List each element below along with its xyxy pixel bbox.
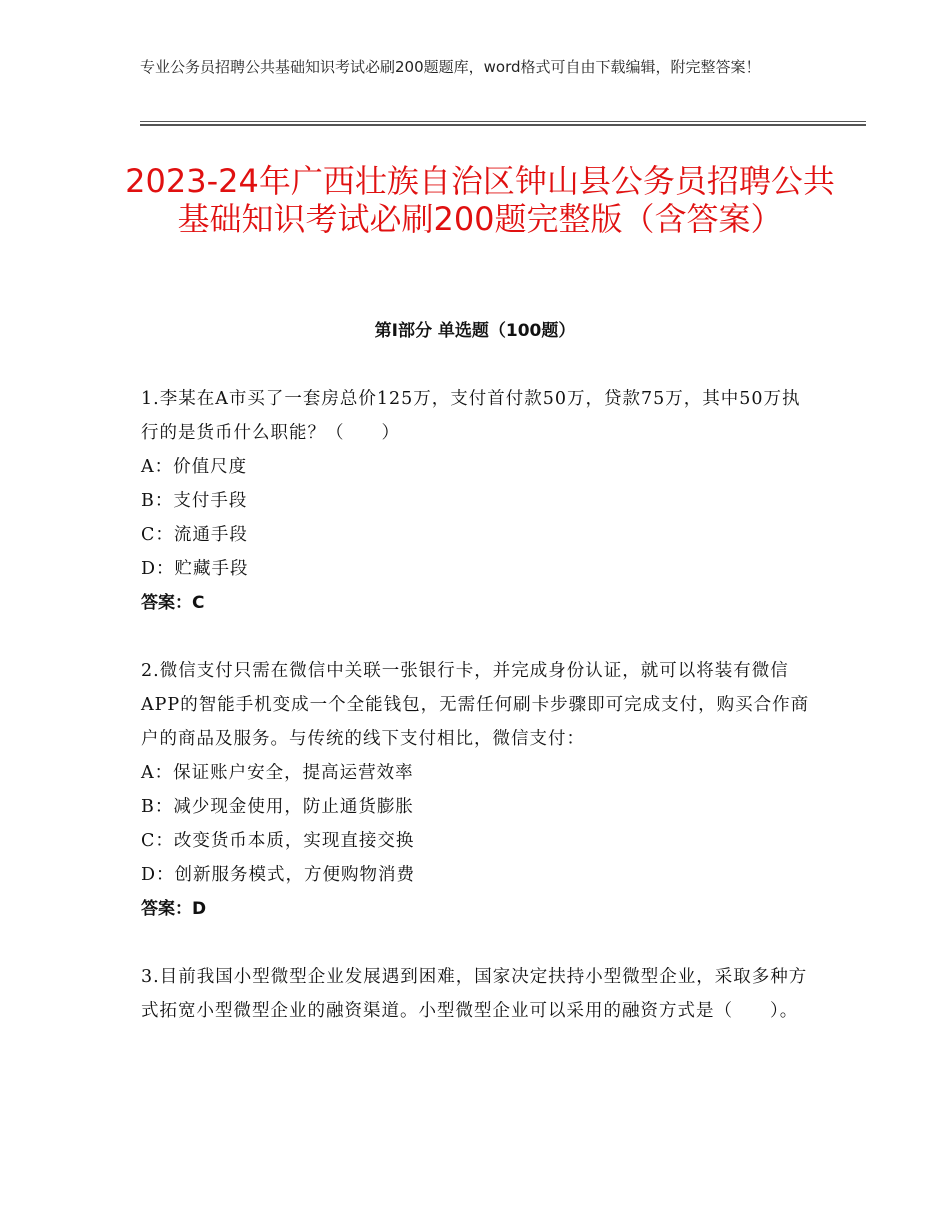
header-divider xyxy=(140,121,866,122)
section-heading: 第Ⅰ部分 单选题（100题） xyxy=(374,321,576,341)
question-stem: 1.李某在A市买了一套房总价125万，支付首付款50万，贷款75万，其中50万执行的是货币什么职能？（ ） xyxy=(141,389,801,443)
option-c: C：流通手段 xyxy=(141,525,248,545)
option-c: C：改变货币本质，实现直接交换 xyxy=(141,831,415,851)
document-title: 2023-24年广西壮族自治区钟山县公务员招聘公共基础知识考试必刷200题完整版（含答案） xyxy=(125,162,835,238)
question-2 xyxy=(141,654,811,926)
question-stem: 3.目前我国小型微型企业发展遇到困难，国家决定扶持小型微型企业，采取多种方式拓宽小型微型企业的融资渠道。小型微型企业可以采用的融资方式是（ ）。 xyxy=(141,967,808,1021)
header-divider-thick xyxy=(140,124,866,126)
option-d: D：创新服务模式，方便购物消费 xyxy=(141,865,416,885)
option-a: A：价值尺度 xyxy=(141,457,248,477)
answer: 答案：D xyxy=(141,899,207,919)
question-3 xyxy=(141,960,811,1028)
option-a: A：保证账户安全，提高运营效率 xyxy=(141,763,414,783)
option-d: D：贮藏手段 xyxy=(141,559,249,579)
question-1 xyxy=(141,382,811,620)
answer: 答案：C xyxy=(141,593,205,613)
header-note: 专业公务员招聘公共基础知识考试必刷200题题库，word格式可自由下载编辑，附完整答案！ xyxy=(140,58,761,76)
question-stem: 2.微信支付只需在微信中关联一张银行卡，并完成身份认证，就可以将装有微信APP的智能手机变成一个全能钱包，无需任何刷卡步骤即可完成支付，购买合作商户的商品及服务。与传统的线下支付相比，微信支付： xyxy=(141,661,810,749)
question-list xyxy=(141,382,811,1062)
option-b: B：支付手段 xyxy=(141,491,248,511)
option-b: B：减少现金使用，防止通货膨胀 xyxy=(141,797,414,817)
